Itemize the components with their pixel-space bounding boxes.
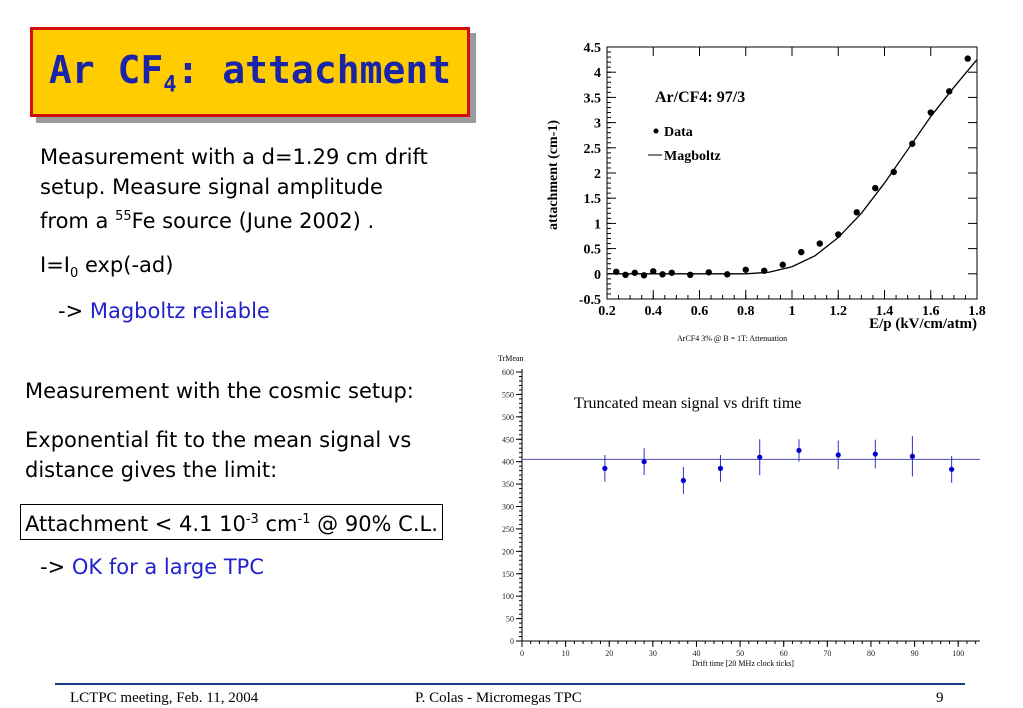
x-tick-label: 100 xyxy=(952,649,965,658)
y-tick-label: 350 xyxy=(502,480,514,490)
footer-rule xyxy=(55,683,965,685)
data-point xyxy=(641,272,647,278)
y-tick-label: 50 xyxy=(506,614,514,624)
data-point xyxy=(854,209,860,215)
y-tick-label: 4.5 xyxy=(583,41,601,56)
chart-caption: ArCF4 3% @ B = 1T: Attenuation xyxy=(677,334,788,343)
x-tick-label: 80 xyxy=(866,649,875,658)
data-point xyxy=(780,262,786,268)
x-tick-label: 1.8 xyxy=(968,304,986,319)
data-point xyxy=(659,271,665,277)
x-tick-label: 50 xyxy=(736,649,745,658)
data-point xyxy=(965,55,971,61)
y-tick-label: 3 xyxy=(594,116,601,132)
data-point xyxy=(836,452,841,457)
y-tick-label: 4 xyxy=(594,66,601,82)
conclusion-tpc: -> OK for a large TPC xyxy=(40,555,264,579)
data-point xyxy=(687,272,693,278)
x-tick-label: 1.4 xyxy=(875,304,894,319)
y-tick-label: 2.5 xyxy=(583,141,601,157)
x-axis-label: Drift time [20 MHz clock ticks] xyxy=(692,659,794,668)
x-tick-label: 0.2 xyxy=(598,304,616,319)
data-point xyxy=(757,455,762,460)
y-tick-label: 200 xyxy=(502,547,514,557)
x-tick-label: 70 xyxy=(823,649,832,658)
x-tick-label: 1.6 xyxy=(922,304,940,319)
footer-center: P. Colas - Micromegas TPC xyxy=(415,690,582,706)
formula: $I=I_0$ exp(-ad) xyxy=(40,253,174,282)
x-tick-label: 90 xyxy=(910,649,919,658)
data-point xyxy=(761,268,767,274)
data-point xyxy=(891,169,897,175)
y-tick-label: 1 xyxy=(594,217,601,233)
y-tick-label: 150 xyxy=(502,569,514,579)
footer-left: LCTPC meeting, Feb. 11, 2004 xyxy=(70,690,259,706)
y-tick-label: 300 xyxy=(502,502,514,512)
y-tick-label: -0.5 xyxy=(578,293,601,308)
legend-data-label: Data xyxy=(664,125,693,140)
x-tick-label: 30 xyxy=(648,649,657,658)
data-point xyxy=(650,268,656,274)
y-tick-label: 3.5 xyxy=(583,91,601,107)
y-tick-label: 0.5 xyxy=(583,242,601,258)
y-tick-label: 500 xyxy=(502,412,514,422)
y-axis-label: attachment (cm-1) xyxy=(546,119,561,231)
data-point xyxy=(946,88,952,94)
x-tick-label: 1.2 xyxy=(829,304,847,319)
limit-result-box: Attachment < 4.1 $10^{-3}$ $cm^{-1}$ @ 90% C.L. xyxy=(20,504,443,540)
data-point xyxy=(613,269,619,275)
footer-page-number: 9 xyxy=(936,690,944,706)
attachment-chart xyxy=(540,35,990,345)
data-point xyxy=(718,466,723,471)
paragraph-measurement-1: Measurement with a d=1.29 cm drift setup. Measure signal amplitude from a $^{55}$Fe source (June 2002) . xyxy=(40,145,428,233)
y-tick-label: 2 xyxy=(594,167,601,182)
x-tick-label: 1 xyxy=(788,304,796,319)
data-point xyxy=(928,109,934,115)
data-point xyxy=(909,141,915,147)
x-tick-label: 0.6 xyxy=(690,304,709,319)
legend-data-marker xyxy=(654,129,659,134)
x-tick-label: 10 xyxy=(561,649,570,658)
x-tick-label: 20 xyxy=(605,649,614,658)
y-axis-label: TrMean xyxy=(498,354,524,363)
data-point xyxy=(743,267,749,273)
chart-title: Truncated mean signal vs drift time xyxy=(574,395,802,412)
x-axis-label: E/p (kV/cm/atm) xyxy=(869,316,977,332)
data-point xyxy=(642,459,647,464)
x-tick-label: 60 xyxy=(779,649,788,658)
y-tick-label: 0 xyxy=(594,267,601,283)
chart-inner-title: Ar/CF4: 97/3 xyxy=(655,89,746,106)
data-point xyxy=(835,231,841,237)
slide-title: Ar $CF_4$: attachment xyxy=(48,48,452,98)
y-tick-label: 100 xyxy=(502,592,514,602)
x-tick-label: 0.4 xyxy=(644,304,662,319)
y-tick-label: 400 xyxy=(502,457,514,467)
data-point xyxy=(681,478,686,483)
x-tick-label: 0 xyxy=(520,649,524,658)
x-tick-label: 0.8 xyxy=(737,304,755,319)
data-point xyxy=(622,272,628,278)
data-point xyxy=(796,448,801,453)
data-point xyxy=(910,454,915,459)
data-point xyxy=(706,269,712,275)
trmean-chart xyxy=(470,350,1000,675)
conclusion-magboltz: -> Magboltz reliable xyxy=(58,299,270,323)
paragraph-cosmic: Measurement with the cosmic setup: xyxy=(25,379,414,403)
data-point xyxy=(669,270,675,276)
x-tick-label: 40 xyxy=(692,649,701,658)
data-point xyxy=(724,271,730,277)
y-tick-label: 600 xyxy=(502,368,514,377)
data-point xyxy=(949,467,954,472)
data-point xyxy=(872,185,878,191)
data-point xyxy=(798,249,804,255)
data-point xyxy=(632,270,638,276)
title-box xyxy=(30,27,470,117)
data-point xyxy=(873,451,878,456)
y-tick-label: 450 xyxy=(502,435,514,445)
y-tick-label: 550 xyxy=(502,390,514,400)
y-tick-label: 250 xyxy=(502,524,514,534)
legend-magboltz-label: Magboltz xyxy=(664,149,721,164)
data-point xyxy=(602,466,607,471)
y-tick-label: 1.5 xyxy=(583,192,601,208)
y-tick-label: 0 xyxy=(510,637,514,646)
data-point xyxy=(817,240,823,246)
paragraph-fit: Exponential fit to the mean signal vs distance gives the limit: xyxy=(25,428,412,482)
plot-frame xyxy=(607,47,977,299)
